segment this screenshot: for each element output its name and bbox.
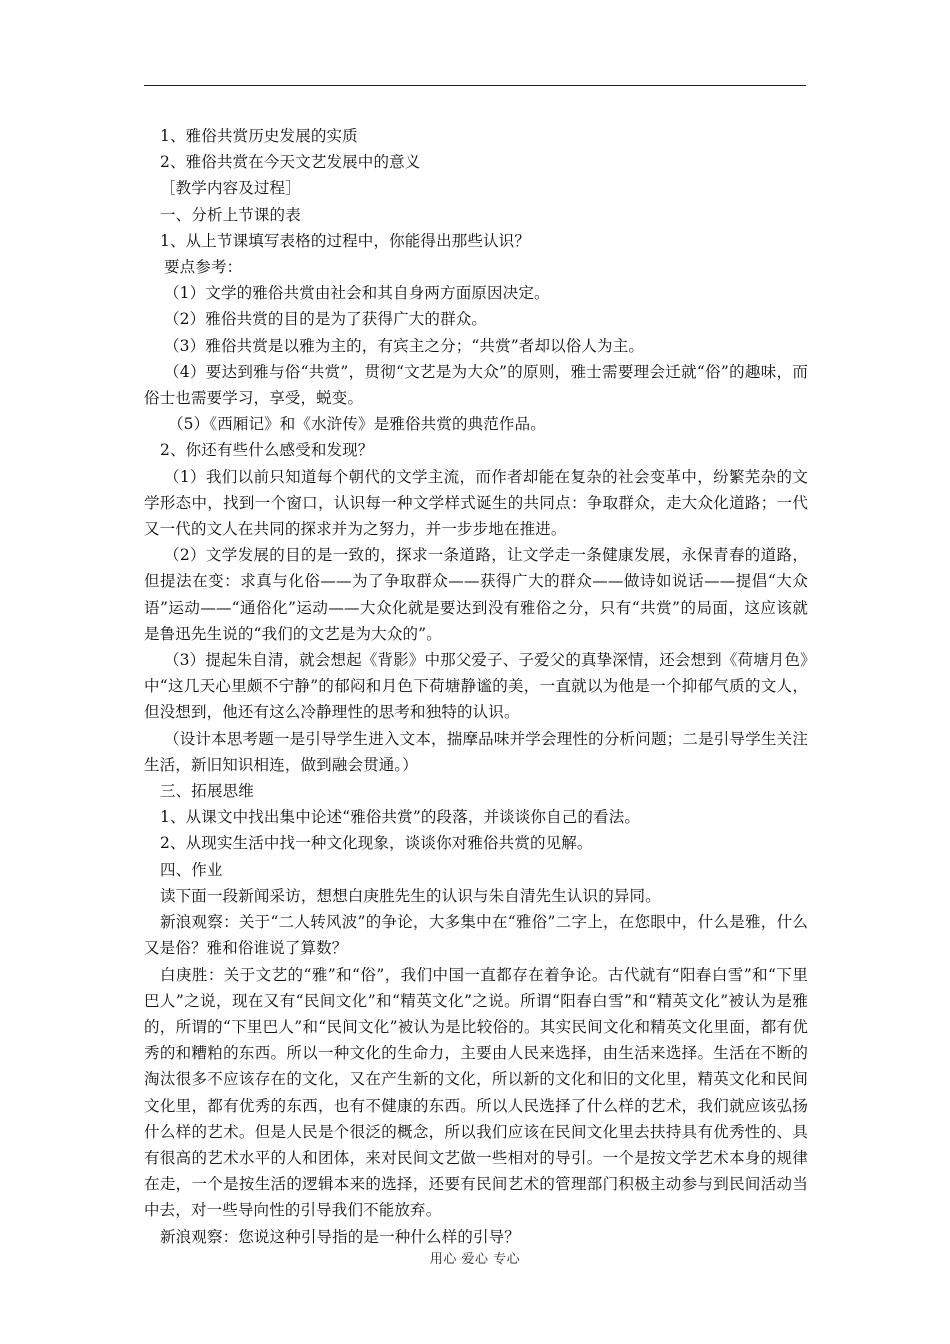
- key-point-2: （2）雅俗共赏的目的是为了获得广大的群众。: [164, 310, 488, 329]
- question-2: 2、你还有些什么感受和发现？: [160, 441, 374, 460]
- extension-task-2: 2、从现实生活中找一种文化现象，谈谈你对雅俗共赏的见解。: [160, 834, 593, 853]
- header-rule: [144, 85, 806, 86]
- question-1: 1、从上节课填写表格的过程中，你能得出那些认识？: [160, 231, 530, 250]
- point-2-heading: 2、雅俗共赏在今天文艺发展中的意义: [160, 153, 421, 172]
- key-point-3: （3）雅俗共赏是以雅为主的，有宾主之分；“共赏”者却以俗人为主。: [164, 336, 645, 355]
- section-four-heading: 四、作业: [160, 860, 223, 879]
- answer-1: （1）我们以前只知道每个朝代的文学主流，而作者却能在复杂的社会变革中，纷繁芜杂的文学形态中，找到一个窗口，认识每一种文学样式诞生的共同点：争取群众，走大众化道路；一代又一代的文人在共同的探求并为之努力，并一步步地在推进。: [144, 467, 808, 539]
- key-points-label: 要点参考：: [164, 258, 243, 277]
- answer-2: （2）文学发展的目的是一致的，探求一条道路，让文学走一条健康发展，永保青春的道路，但提法在变：求真与化俗——为了争取群众——获得广大的群众——做诗如说话——提倡“大众语”运动——“通俗化”运动——大众化就是要达到没有雅俗之分，只有“共赏”的局面，这应该就是鲁迅先生说的“我们的文艺是为大众的”。: [144, 546, 808, 643]
- point-1-heading: 1、雅俗共赏历史发展的实质: [160, 127, 358, 145]
- page-footer: 用心 爱心 专心: [429, 1252, 521, 1267]
- key-point-1: （1）文学的雅俗共赏由社会和其自身两方面原因决定。: [164, 284, 550, 303]
- design-note: （设计本思考题一是引导学生进入文本，揣摩品味并学会理性的分析问题；二是引导学生关注生活，新旧知识相连，做到融会贯通。）: [144, 729, 808, 774]
- interview-question-1: 新浪观察：关于“二人转风波”的争论，大多集中在“雅俗”二字上，在您眼中，什么是雅，什么又是俗？雅和俗谁说了算数？: [144, 913, 808, 958]
- document-body: [144, 123, 808, 1250]
- interview-answer-1: 白庚胜：关于文艺的“雅”和“俗”，我们中国一直都存在着争论。古代就有“阳春白雪”和“下里巴人”之说，现在又有“民间文化”和“精英文化”之说。所谓“阳春白雪”和“精英文化”被认为是雅的，所谓的“下里巴人”和“民间文化”被认为是比较俗的。其实民间文化和精英文化里面，都有优秀的和糟粕的东西。所以一种文化的生命力，主要由人民来选择，由生活来选择。生活在不断的淘汰很多不应该存在的文化，又在产生新的文化，所以新的文化和旧的文化里，精英文化和民间文化里，都有优秀的东西，也有不健康的东西。所以人民选择了什么样的艺术，我们就应该弘扬什么样的艺术。但是人民是个很泛的概念，所以我们应该在民间文化里去扶持具有优秀性的、具有很高的艺术水平的人和团体，来对民间文艺做一些相对的导引。一个是按文学艺术本身的规律在走，一个是按生活的逻辑本来的选择，还要有民间艺术的管理部门积极主动参与到民间活动当中去，对一些导向性的引导我们不能放弃。: [144, 965, 808, 1220]
- key-point-5: （5）《西厢记》和《水浒传》是雅俗共赏的典范作品。: [168, 415, 546, 434]
- extension-task-1: 1、从课文中找出集中论述“雅俗共赏”的段落，并谈谈你自己的看法。: [160, 808, 641, 827]
- interview-question-2: 新浪观察：您说这种引导指的是一种什么样的引导？: [160, 1227, 520, 1246]
- answer-3: （3）提起朱自清，就会想起《背影》中那父爱子、子爱父的真挚深情，还会想到《荷塘月色》中“这几天心里颇不宁静”的郁闷和月色下荷塘静谧的美，一直就以为他是一个抑郁气质的文人，但没想到，他还有这么冷静理性的思考和独特的认识。: [144, 651, 808, 722]
- section-title-teaching-process: ［教学内容及过程］: [160, 179, 301, 198]
- section-one-heading: 一、分析上节课的表: [160, 205, 301, 224]
- section-three-heading: 三、拓展思维: [160, 782, 254, 801]
- homework-instruction: 读下面一段新闻采访，想想白庚胜先生的认识与朱自清先生认识的异同。: [160, 886, 661, 905]
- key-point-4: （4）要达到雅与俗“共赏”，贯彻“文艺是为大众”的原则，雅士需要理会迁就“俗”的趣味，而俗士也需要学习，享受，蜕变。: [144, 362, 808, 408]
